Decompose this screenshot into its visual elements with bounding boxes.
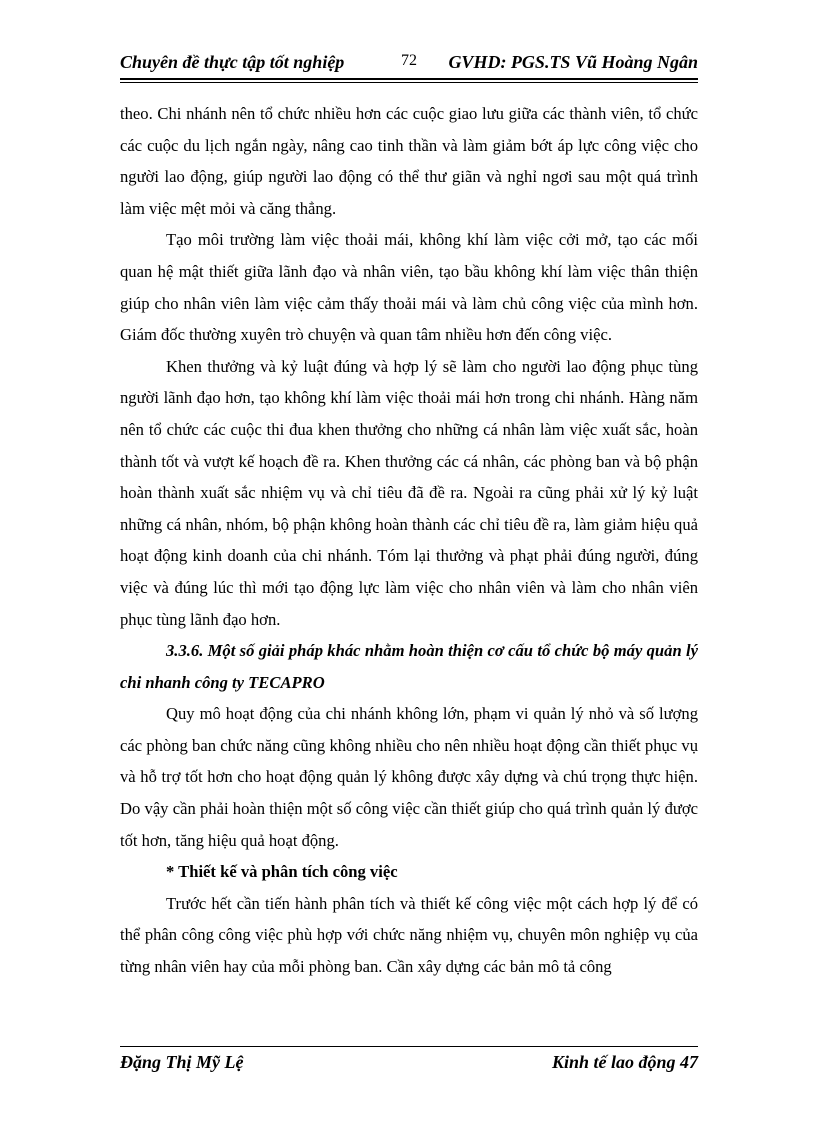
- footer-rule: [120, 1046, 698, 1047]
- footer-author: Đặng Thị Mỹ Lệ: [120, 1052, 244, 1072]
- paragraph-3: Khen thưởng và kỷ luật đúng và hợp lý sẽ làm cho người lao động phục tùng người lãnh đạo hơn, tạo không khí làm việc thoải mái hơn trong chi nhánh. Hàng năm nên tổ chức các cuộc thi đua khen thưởng cho những cá nhân làm việc xuất sắc, hoàn thành tốt và vượt kế hoạch đề ra. Khen thưởng các cá nhân, các phòng ban và bộ phận hoàn thành xuất sắc nhiệm vụ và chỉ tiêu đã đề ra. Ngoài ra cũng phải xử lý kỷ luật những cá nhân, nhóm, bộ phận không hoàn thành các chỉ tiêu đề ra, làm giảm hiệu quả hoạt động kinh doanh của chi nhánh. Tóm lại thưởng và phạt phải đúng người, đúng việc và đúng lúc thì mới tạo động lực làm việc cho nhân viên và làm cho nhân viên phục tùng lãnh đạo hơn.: [120, 356, 698, 629]
- section-heading: 3.3.6. Một số giải pháp khác nhằm hoàn thiện cơ cấu tổ chức bộ máy quản lý chi nhanh công ty TECAPRO: [120, 641, 698, 692]
- header-rule-thick: [120, 78, 698, 80]
- paragraph-1: theo. Chi nhánh nên tổ chức nhiều hơn các cuộc giao lưu giữa các thành viên, tổ chức các cuộc du lịch ngắn ngày, nâng cao tinh thần và làm giảm bớt áp lực công việc cho người lao động, giúp người lao động có thể thư giãn và nghỉ ngơi sau một quá trình làm việc mệt mỏi và căng thẳng.: [120, 104, 698, 218]
- subsection-heading: * Thiết kế và phân tích công việc: [166, 862, 398, 882]
- paragraph-2: Tạo môi trường làm việc thoải mái, không khí làm việc cởi mở, tạo các mối quan hệ mật thiết giữa lãnh đạo và nhân viên, tạo bầu không khí làm việc thân thiện giúp cho nhân viên làm việc cảm thấy thoải mái và làm chủ công việc của mình hơn. Giám đốc thường xuyên trò chuyện và quan tâm nhiều hơn đến công việc.: [120, 230, 698, 345]
- page-header: [120, 50, 698, 80]
- page-footer: [120, 1046, 698, 1076]
- document-body: [120, 98, 698, 983]
- header-rule-thin: [120, 82, 698, 83]
- header-supervisor: GVHD: PGS.TS Vũ Hoàng Ngân: [448, 52, 698, 72]
- paragraph-5: Trước hết cần tiến hành phân tích và thiết kế công việc một cách hợp lý để có thể phân công công việc phù hợp với chức năng nhiệm vụ, chuyên môn nghiệp vụ của từng nhân viên hay của mỗi phòng ban. Cần xây dựng các bản mô tả công: [120, 893, 698, 977]
- footer-class: Kinh tế lao động 47: [551, 1052, 698, 1072]
- paragraph-4: Quy mô hoạt động của chi nhánh không lớn, phạm vi quản lý nhỏ và số lượng các phòng ban chức năng cũng không nhiều cho nên nhiều hoạt động cần thiết phục vụ và hỗ trợ tốt hơn cho hoạt động quản lý không được xây dựng và chú trọng thực hiện. Do vậy cần phải hoàn thiện một số công việc cần thiết giúp cho quá trình quản lý được tốt hơn, tăng hiệu quả hoạt động.: [120, 704, 698, 850]
- header-title: Chuyên đề thực tập tốt nghiệp: [120, 52, 345, 72]
- page-number: 72: [401, 52, 417, 69]
